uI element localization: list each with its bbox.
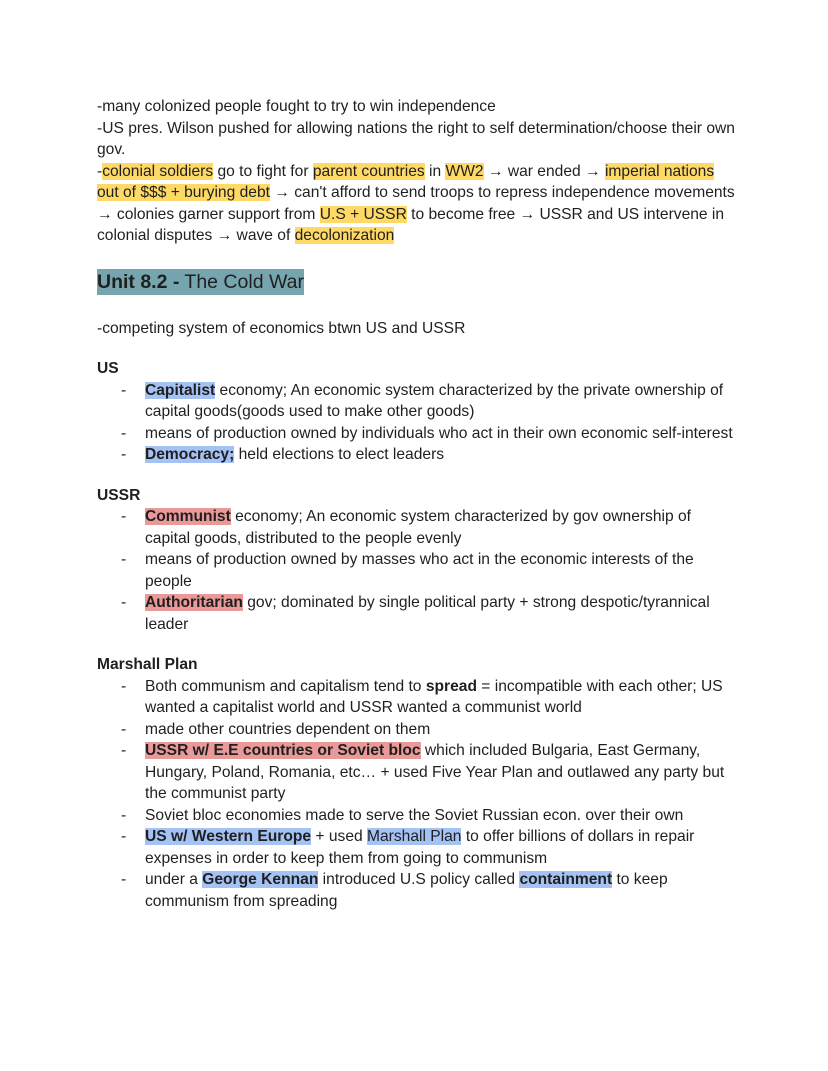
text-run: + used xyxy=(311,828,368,845)
list-item: - Soviet bloc economies made to serve the Soviet Russian econ. over their own xyxy=(97,805,737,827)
competing-line: -competing system of economics btwn US and USSR xyxy=(97,319,466,337)
highlight-soviet-bloc: USSR w/ E.E countries or Soviet bloc xyxy=(145,742,421,759)
list-item: - means of production owned by individuals who act in their own economic self-interest xyxy=(97,423,737,445)
marshall-list xyxy=(97,676,737,913)
highlight-containment: containment xyxy=(519,871,613,888)
highlight-george-kennan: George Kennan xyxy=(202,871,319,888)
text-run: introduced U.S policy called xyxy=(318,871,520,888)
list-item: - made other countries dependent on them xyxy=(97,719,737,741)
unit-number: Unit 8.2 - xyxy=(97,270,180,293)
highlight-ww2: WW2 xyxy=(445,162,484,180)
highlight-us-western-europe: US w/ Western Europe xyxy=(145,828,312,845)
list-item xyxy=(97,826,737,869)
text-run: gov; dominated by single political party + strong despotic/tyrannical leader xyxy=(145,594,710,633)
intro-line-1: -many colonized people fought to try to win independence xyxy=(97,98,496,115)
text-run: to become free → USSR and US intervene in colonial disputes → wave of xyxy=(97,205,725,244)
text-run: go to fight for xyxy=(213,162,313,180)
text-run: in xyxy=(424,162,446,180)
highlight-capitalist: Capitalist xyxy=(145,381,216,399)
document-page xyxy=(97,96,737,912)
list-item xyxy=(97,444,737,466)
highlight-marshall-plan: Marshall Plan xyxy=(367,828,462,845)
marshall-heading: Marshall Plan xyxy=(97,656,198,673)
ussr-list xyxy=(97,506,737,635)
unit-title: The Cold War xyxy=(179,270,304,293)
intro-line-2: -US pres. Wilson pushed for allowing nations the right to self determination/choose their own gov. xyxy=(97,119,735,158)
us-heading: US xyxy=(97,360,119,377)
highlight-communist: Communist xyxy=(145,508,231,525)
text-run: economy; An economic system characterized by gov ownership of capital goods, distributed to the people evenly xyxy=(145,508,692,547)
intro-paragraph xyxy=(97,161,737,247)
list-item xyxy=(97,506,737,549)
us-list xyxy=(97,380,737,466)
text-run: under a xyxy=(145,871,203,888)
highlight-us-ussr: U.S + USSR xyxy=(319,205,407,223)
text-run: = incompatible with each other; US wanted a capitalist world and USSR wanted a communist world xyxy=(145,677,723,716)
text-run: → can't afford to send troops to repress independence movements → colonies garner support from xyxy=(97,184,735,223)
text-run: held elections to elect leaders xyxy=(234,446,445,463)
highlight-imperial-nations: imperial nations out of $$$ + burying debt xyxy=(97,162,715,201)
bold-spread: spread xyxy=(425,677,477,695)
list-item xyxy=(97,740,737,805)
text-run: Both communism and capitalism tend to xyxy=(145,677,426,695)
text-run: to keep communism from spreading xyxy=(145,871,668,910)
list-item xyxy=(97,592,737,635)
text-run: to offer billions of dollars in repair expenses in order to keep them from going to communism xyxy=(145,828,695,867)
highlight-authoritarian: Authoritarian xyxy=(145,594,243,611)
list-item xyxy=(97,869,737,912)
text-run: → war ended → xyxy=(483,162,605,180)
highlight-decolonization: decolonization xyxy=(294,227,395,244)
text-run: economy; An economic system characterized by the private ownership of capital goods(goods used to make other goods) xyxy=(145,381,724,420)
list-item xyxy=(97,380,737,423)
highlight-democracy: Democracy; xyxy=(145,446,235,463)
list-item: - means of production owned by masses who act in the economic interests of the people xyxy=(97,549,737,592)
dash: - xyxy=(97,162,103,180)
ussr-heading: USSR xyxy=(97,486,141,504)
unit-heading xyxy=(97,269,304,295)
text-run: which included Bulgaria, East Germany, Hungary, Poland, Romania, etc… + used Five Year Plan and outlawed any party but the communist party xyxy=(145,742,725,802)
highlight-parent-countries: parent countries xyxy=(312,162,425,180)
highlight-colonial-soldiers: colonial soldiers xyxy=(102,162,214,180)
list-item xyxy=(97,676,737,719)
